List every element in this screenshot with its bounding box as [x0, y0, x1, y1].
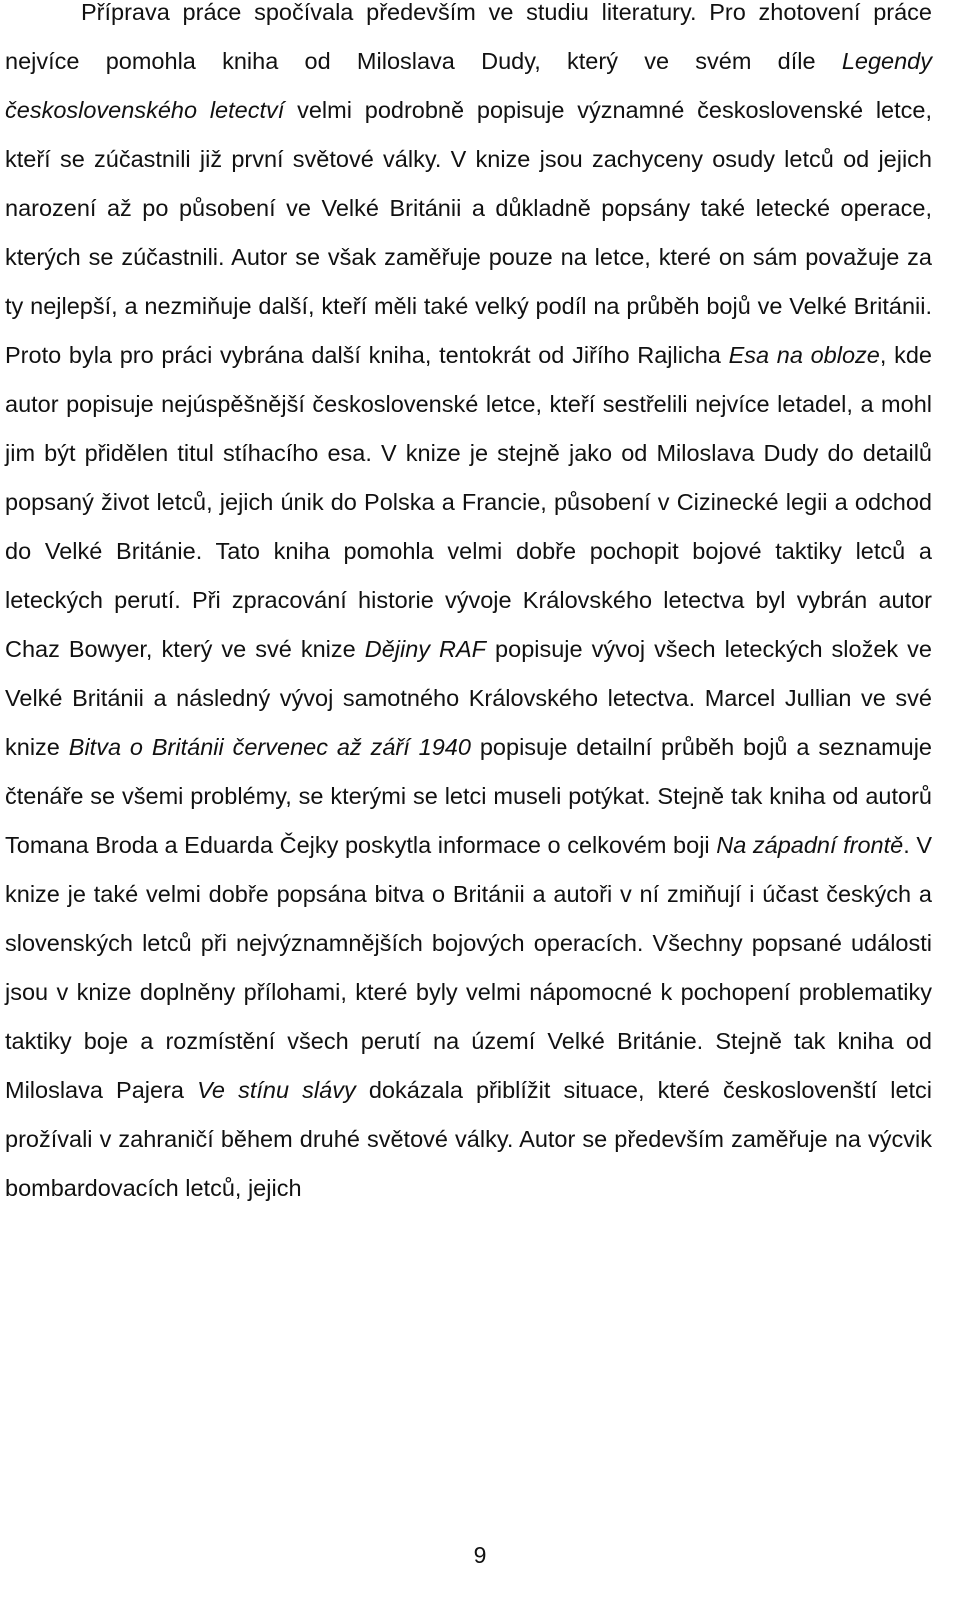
book-title: Bitva o Británii červenec až září 1940	[68, 734, 471, 760]
book-title: Legendy československého letectví	[5, 48, 932, 123]
text-segment: . V knize je také velmi dobře popsána bitva o Británii a autoři v ní zmiňují i účast českých a slovenských letců při nejvýznamnějších bojových operacích. Všechny popsané události jsou v knize doplněny přílohami, které byly velmi nápomocné k pochopení problematiky taktiky boje a rozmístění všech perutí na území Velké Británie. Stejně tak kniha od Miloslava Pajera	[5, 832, 933, 1103]
book-title: Dějiny RAF	[364, 636, 487, 662]
text-segment: popisuje vývoj všech leteckých složek ve Velké Británii a následný vývoj samotného Královského letectva. Marcel Jullian ve své knize	[5, 636, 932, 760]
text-segment: , kde autor popisuje nejúspěšnější československé letce, kteří sestřelili nejvíce letadel, a mohl jim být přidělen titul stíhacího esa. V knize je stejně jako od Miloslava Dudy do detailů popsaný život letců, jejich únik do Polska a Francie, působení v Cizinecké legii a odchod do Velké Británie. Tato kniha pomohla velmi dobře pochopit bojové taktiky letců a leteckých perutí. Při zpracování historie vývoje Královského letectva byl vybrán autor Chaz Bowyer, který ve své knize	[5, 342, 933, 662]
body-paragraph	[5, 0, 932, 1213]
book-title: Esa na obloze	[728, 342, 880, 368]
book-title: Ve stínu slávy	[197, 1077, 356, 1103]
text-segment: Příprava práce spočívala především ve studiu literatury. Pro zhotovení práce nejvíce pomohla kniha od Miloslava Dudy, který ve svém díle	[5, 0, 932, 74]
text-segment: velmi podrobně popisuje významné československé letce, kteří se zúčastnili již první světové války. V knize jsou zachyceny osudy letců od jejich narození až po působení ve Velké Británii a důkladně popsány také letecké operace, kterých se zúčastnili. Autor se však zaměřuje pouze na letce, které on sám považuje za ty nejlepší, a nezmiňuje další, kteří měli také velký podíl na průběh bojů ve Velké Británii. Proto byla pro práci vybrána další kniha, tentokrát od Jiřího Rajlicha	[5, 97, 932, 368]
page-number: 9	[473, 1542, 487, 1568]
text-segment: popisuje detailní průběh bojů a seznamuje čtenáře se všemi problémy, se kterými se letci museli potýkat. Stejně tak kniha od autorů Tomana Broda a Eduarda Čejky poskytla informace o celkovém boji	[5, 734, 932, 858]
book-title: Na západní frontě	[716, 832, 904, 858]
text-segment: dokázala přiblížit situace, které českoslovenští letci prožívali v zahraničí během druhé světové války. Autor se především zaměřuje na výcvik bombardovacích letců, jejich	[5, 1077, 933, 1201]
document-page	[5, 0, 932, 1213]
